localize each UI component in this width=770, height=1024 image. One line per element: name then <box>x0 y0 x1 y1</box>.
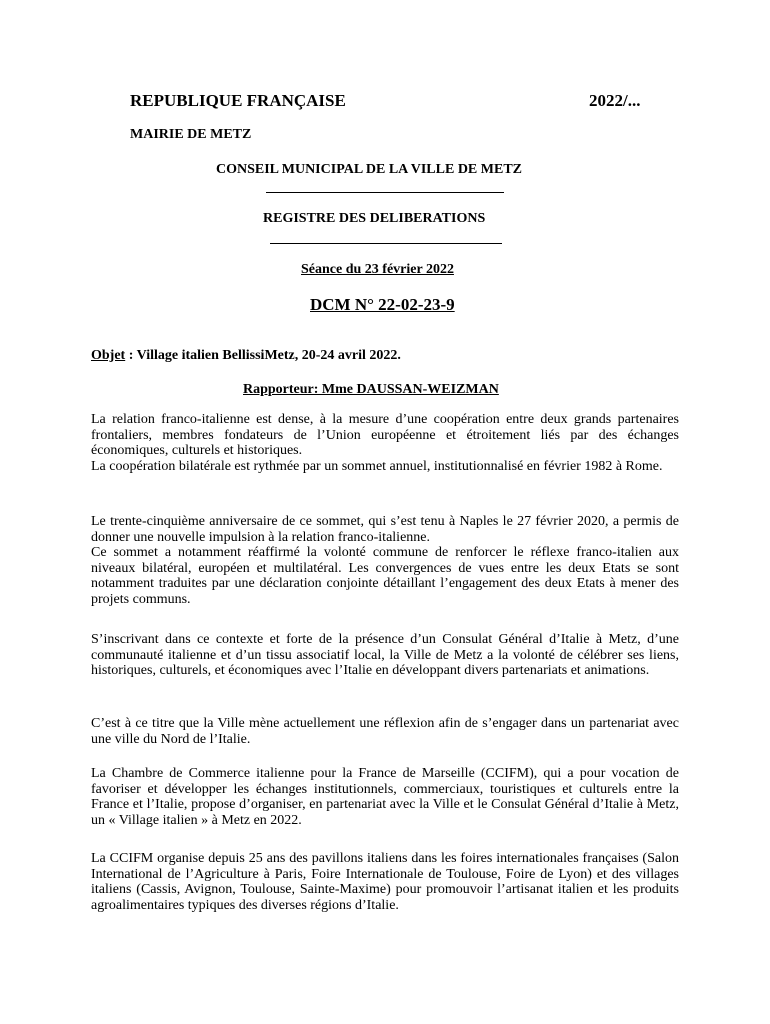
republique-heading: REPUBLIQUE FRANÇAISE <box>130 91 346 110</box>
paragraph-line: S’inscrivant dans ce contexte et forte de la présence d’un Consulat Général d’Italie à Metz, d’une communauté italienne et d’un tissu associatif local, la Ville de Metz a la volonté de célébrer ses liens, historiques, culturels, et économiques avec l’Italie en développant divers partenariats et animations. <box>91 632 679 678</box>
conseil-heading: CONSEIL MUNICIPAL DE LA VILLE DE METZ <box>216 162 522 177</box>
dcm-number: DCM N° 22-02-23-9 <box>310 295 455 314</box>
rapporteur: Rapporteur: Mme DAUSSAN-WEIZMAN <box>243 382 499 397</box>
paragraph-line: La CCIFM organise depuis 25 ans des pavillons italiens dans les foires internationales françaises (Salon International de l’Agriculture à Paris, Foire Internationale de Toulouse, Foire de Lyon) et des villages italiens (Cassis, Avignon, Toulouse, Sainte-Maxime) pour promouvoir l’artisanat italien et les produits agroalimentaires typiques des diverses régions d’Italie. <box>91 851 679 913</box>
objet-text: : Village italien BellissiMetz, 20-24 avril 2022. <box>125 348 401 363</box>
paragraph-line: La relation franco-italienne est dense, à la mesure d’une coopération entre deux grands partenaires frontaliers, membres fondateurs de l’Union européenne et étroitement liés par des échanges économiques, culturels et historiques. <box>91 412 679 458</box>
objet-line <box>91 348 401 364</box>
paragraph <box>91 412 679 474</box>
paragraph <box>91 766 679 828</box>
paragraph <box>91 851 679 913</box>
mairie-heading: MAIRIE DE METZ <box>130 127 252 142</box>
registre-heading: REGISTRE DES DELIBERATIONS <box>263 211 486 226</box>
deliberation-ref: 2022/... <box>589 91 641 110</box>
paragraph-line: Ce sommet a notamment réaffirmé la volonté commune de renforcer le réflexe franco-italien aux niveaux bilatéral, européen et multilatéral. Les convergences de vues entre les deux Etats se sont notamment traduites par une déclaration conjointe détaillant l’engagement des deux Etats à mener des projets communs. <box>91 545 679 607</box>
seance-date: Séance du 23 février 2022 <box>301 262 454 277</box>
divider-rule <box>266 192 504 193</box>
paragraph <box>91 632 679 679</box>
paragraph-line: Le trente-cinquième anniversaire de ce sommet, qui s’est tenu à Naples le 27 février 2020, a permis de donner une nouvelle impulsion à la relation franco-italienne. <box>91 514 679 545</box>
paragraph <box>91 716 679 747</box>
divider-rule <box>270 243 502 244</box>
objet-label: Objet <box>91 348 126 363</box>
paragraph <box>91 514 679 607</box>
paragraph-line: La Chambre de Commerce italienne pour la France de Marseille (CCIFM), qui a pour vocation de favoriser et développer les échanges institutionnels, commerciaux, touristiques et culturels entre la France et l’Italie, propose d’organiser, en partenariat avec la Ville et le Consulat Général d’Italie à Metz, un « Village italien » à Metz en 2022. <box>91 766 679 828</box>
paragraph-line: La coopération bilatérale est rythmée par un sommet annuel, institutionnalisé en février 1982 à Rome. <box>91 458 663 474</box>
paragraph-line: C’est à ce titre que la Ville mène actuellement une réflexion afin de s’engager dans un partenariat avec une ville du Nord de l’Italie. <box>91 716 679 747</box>
